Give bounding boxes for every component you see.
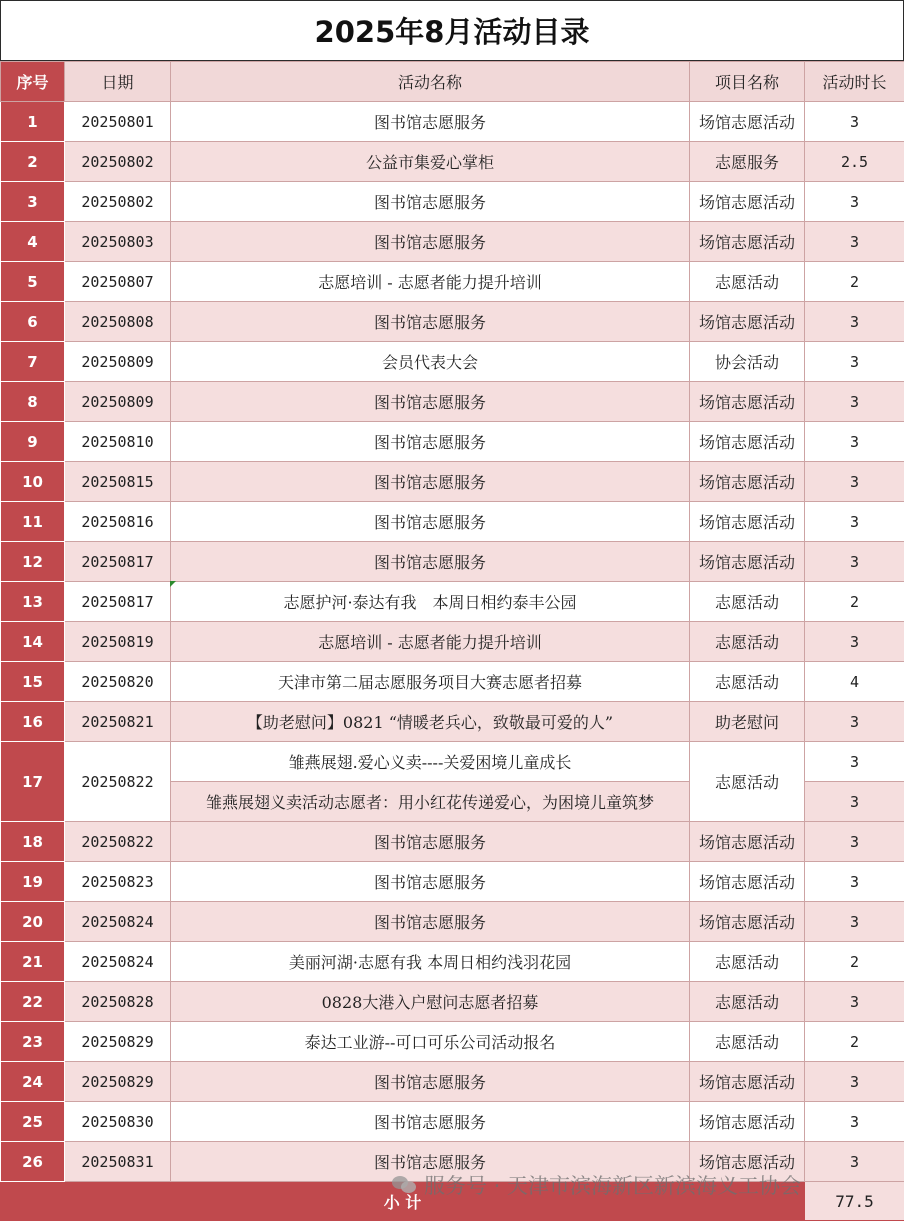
table-row <box>1 982 904 1022</box>
row-date: 20250816 <box>65 502 171 542</box>
row-seq: 23 <box>1 1022 65 1062</box>
row-project: 场馆志愿活动 <box>690 542 805 582</box>
row-date: 20250821 <box>65 702 171 742</box>
row-activity: 图书馆志愿服务 <box>171 502 690 542</box>
row-activity: 图书馆志愿服务 <box>171 1062 690 1102</box>
table-row <box>1 502 904 542</box>
row-hours: 4 <box>805 662 904 702</box>
table-row <box>1 262 904 302</box>
row-seq: 25 <box>1 1102 65 1142</box>
row-date: 20250824 <box>65 942 171 982</box>
row-seq: 9 <box>1 422 65 462</box>
row-date: 20250819 <box>65 622 171 662</box>
comment-marker <box>170 581 176 587</box>
row-activity: 会员代表大会 <box>171 342 690 382</box>
row-hours: 3 <box>805 182 904 222</box>
row-activity: 图书馆志愿服务 <box>171 302 690 342</box>
row-date: 20250829 <box>65 1062 171 1102</box>
row-activity: 志愿护河·泰达有我 本周日相约泰丰公园 <box>171 582 690 622</box>
row-date: 20250822 <box>65 822 171 862</box>
row-seq: 15 <box>1 662 65 702</box>
row-date: 20250810 <box>65 422 171 462</box>
row-hours: 3 <box>805 982 904 1022</box>
row-activity: 图书馆志愿服务 <box>171 182 690 222</box>
table-row <box>1 462 904 502</box>
row-activity: 公益市集爱心掌柜 <box>171 142 690 182</box>
row-project: 志愿服务 <box>690 142 805 182</box>
row-activity: 雏燕展翅义卖活动志愿者：用小红花传递爱心，为困境儿童筑梦 <box>171 782 690 822</box>
row-date: 20250823 <box>65 862 171 902</box>
row-project: 志愿活动 <box>690 1022 805 1062</box>
row-date: 20250801 <box>65 102 171 142</box>
table-row <box>1 662 904 702</box>
row-seq: 7 <box>1 342 65 382</box>
table-row <box>1 422 904 462</box>
row-hours: 3 <box>805 742 904 782</box>
row-seq: 5 <box>1 262 65 302</box>
row-hours: 3 <box>805 1102 904 1142</box>
row-seq: 11 <box>1 502 65 542</box>
row-project: 场馆志愿活动 <box>690 462 805 502</box>
row-hours: 3 <box>805 822 904 862</box>
row-project: 场馆志愿活动 <box>690 222 805 262</box>
row-project: 志愿活动 <box>690 982 805 1022</box>
row-hours: 3 <box>805 862 904 902</box>
table-row <box>1 742 904 782</box>
row-activity: 志愿培训 - 志愿者能力提升培训 <box>171 262 690 302</box>
row-hours: 3 <box>805 1142 904 1182</box>
table-row <box>1 1062 904 1102</box>
row-hours: 3 <box>805 462 904 502</box>
table-row <box>1 382 904 422</box>
row-project: 场馆志愿活动 <box>690 1062 805 1102</box>
row-activity: 图书馆志愿服务 <box>171 1102 690 1142</box>
row-date: 20250808 <box>65 302 171 342</box>
row-activity: 图书馆志愿服务 <box>171 382 690 422</box>
table-row <box>1 142 904 182</box>
row-project: 志愿活动 <box>690 622 805 662</box>
table-row <box>1 542 904 582</box>
row-seq: 10 <box>1 462 65 502</box>
row-activity: 泰达工业游--可口可乐公司活动报名 <box>171 1022 690 1062</box>
row-date: 20250803 <box>65 222 171 262</box>
row-project: 场馆志愿活动 <box>690 382 805 422</box>
row-hours: 3 <box>805 1062 904 1102</box>
row-date: 20250817 <box>65 582 171 622</box>
row-hours: 3 <box>805 702 904 742</box>
row-project: 场馆志愿活动 <box>690 182 805 222</box>
row-activity: 图书馆志愿服务 <box>171 822 690 862</box>
header-seq: 序号 <box>1 62 65 102</box>
row-date: 20250802 <box>65 142 171 182</box>
total-row <box>1 1182 904 1221</box>
table-row <box>1 942 904 982</box>
table-row <box>1 822 904 862</box>
row-project: 场馆志愿活动 <box>690 102 805 142</box>
row-date: 20250828 <box>65 982 171 1022</box>
row-seq: 24 <box>1 1062 65 1102</box>
table-row <box>1 862 904 902</box>
row-activity: 图书馆志愿服务 <box>171 902 690 942</box>
row-activity: 美丽河湖·志愿有我 本周日相约浅羽花园 <box>171 942 690 982</box>
table-body <box>1 102 904 1182</box>
row-project: 场馆志愿活动 <box>690 1142 805 1182</box>
row-seq: 4 <box>1 222 65 262</box>
table-row <box>1 342 904 382</box>
row-project: 志愿活动 <box>690 662 805 702</box>
row-seq: 14 <box>1 622 65 662</box>
row-project: 场馆志愿活动 <box>690 302 805 342</box>
row-hours: 2 <box>805 582 904 622</box>
row-seq: 16 <box>1 702 65 742</box>
row-seq: 6 <box>1 302 65 342</box>
row-hours: 3 <box>805 502 904 542</box>
table-row <box>1 902 904 942</box>
row-project: 协会活动 <box>690 342 805 382</box>
row-hours: 3 <box>805 422 904 462</box>
row-seq: 19 <box>1 862 65 902</box>
header-project: 项目名称 <box>690 62 805 102</box>
row-seq: 18 <box>1 822 65 862</box>
row-date: 20250809 <box>65 382 171 422</box>
row-hours: 3 <box>805 102 904 142</box>
row-project: 场馆志愿活动 <box>690 902 805 942</box>
row-activity: 图书馆志愿服务 <box>171 222 690 262</box>
row-project: 志愿活动 <box>690 742 805 822</box>
row-activity: 图书馆志愿服务 <box>171 542 690 582</box>
row-activity: 图书馆志愿服务 <box>171 462 690 502</box>
row-hours: 3 <box>805 542 904 582</box>
table-row <box>1 302 904 342</box>
page-title: 2025年8月活动目录 <box>0 0 904 61</box>
row-date: 20250830 <box>65 1102 171 1142</box>
row-seq: 26 <box>1 1142 65 1182</box>
row-activity: 雏燕展翅.爱心义卖----关爱困境儿童成长 <box>171 742 690 782</box>
row-activity: 图书馆志愿服务 <box>171 102 690 142</box>
row-date: 20250802 <box>65 182 171 222</box>
row-seq: 12 <box>1 542 65 582</box>
row-hours: 2.5 <box>805 142 904 182</box>
row-hours: 2 <box>805 942 904 982</box>
row-activity: 志愿培训 - 志愿者能力提升培训 <box>171 622 690 662</box>
row-hours: 3 <box>805 782 904 822</box>
row-project: 志愿活动 <box>690 582 805 622</box>
row-hours: 2 <box>805 1022 904 1062</box>
total-value: 77.5 <box>805 1182 904 1221</box>
row-activity: 天津市第二届志愿服务项目大赛志愿者招募 <box>171 662 690 702</box>
row-hours: 2 <box>805 262 904 302</box>
row-hours: 3 <box>805 302 904 342</box>
total-label: 小 计 <box>1 1182 805 1221</box>
row-hours: 3 <box>805 342 904 382</box>
row-hours: 3 <box>805 622 904 662</box>
table-row <box>1 622 904 662</box>
header-activity: 活动名称 <box>171 62 690 102</box>
table-row <box>1 182 904 222</box>
row-date: 20250815 <box>65 462 171 502</box>
table-row <box>1 1102 904 1142</box>
header-date: 日期 <box>65 62 171 102</box>
row-date: 20250822 <box>65 742 171 822</box>
row-seq: 22 <box>1 982 65 1022</box>
header-row <box>1 62 904 102</box>
row-activity: 【助老慰问】0821 “情暖老兵心，致敬最可爱的人” <box>171 702 690 742</box>
row-project: 场馆志愿活动 <box>690 502 805 542</box>
activity-table <box>0 61 904 1221</box>
table-row <box>1 582 904 622</box>
row-seq: 20 <box>1 902 65 942</box>
row-date: 20250829 <box>65 1022 171 1062</box>
row-project: 场馆志愿活动 <box>690 1102 805 1142</box>
row-project: 志愿活动 <box>690 262 805 302</box>
row-hours: 3 <box>805 382 904 422</box>
row-project: 场馆志愿活动 <box>690 822 805 862</box>
watermark-text: 服务号 · 天津市滨海新区新滨海义工协会 <box>424 1174 802 1198</box>
row-seq: 2 <box>1 142 65 182</box>
row-activity: 图书馆志愿服务 <box>171 862 690 902</box>
row-seq: 8 <box>1 382 65 422</box>
row-seq: 13 <box>1 582 65 622</box>
row-date: 20250831 <box>65 1142 171 1182</box>
header-hours: 活动时长 <box>805 62 904 102</box>
row-date: 20250807 <box>65 262 171 302</box>
row-project: 志愿活动 <box>690 942 805 982</box>
row-hours: 3 <box>805 222 904 262</box>
table-row <box>1 1142 904 1182</box>
row-seq: 3 <box>1 182 65 222</box>
table-row <box>1 102 904 142</box>
row-activity: 0828大港入户慰问志愿者招募 <box>171 982 690 1022</box>
row-date: 20250809 <box>65 342 171 382</box>
row-activity: 图书馆志愿服务 <box>171 1142 690 1182</box>
row-seq: 17 <box>1 742 65 822</box>
table-row <box>1 702 904 742</box>
row-date: 20250824 <box>65 902 171 942</box>
row-project: 场馆志愿活动 <box>690 422 805 462</box>
row-hours: 3 <box>805 902 904 942</box>
row-date: 20250817 <box>65 542 171 582</box>
table-row <box>1 1022 904 1062</box>
row-project: 场馆志愿活动 <box>690 862 805 902</box>
row-date: 20250820 <box>65 662 171 702</box>
row-project: 助老慰问 <box>690 702 805 742</box>
row-seq: 21 <box>1 942 65 982</box>
table-row <box>1 222 904 262</box>
row-activity: 图书馆志愿服务 <box>171 422 690 462</box>
row-seq: 1 <box>1 102 65 142</box>
